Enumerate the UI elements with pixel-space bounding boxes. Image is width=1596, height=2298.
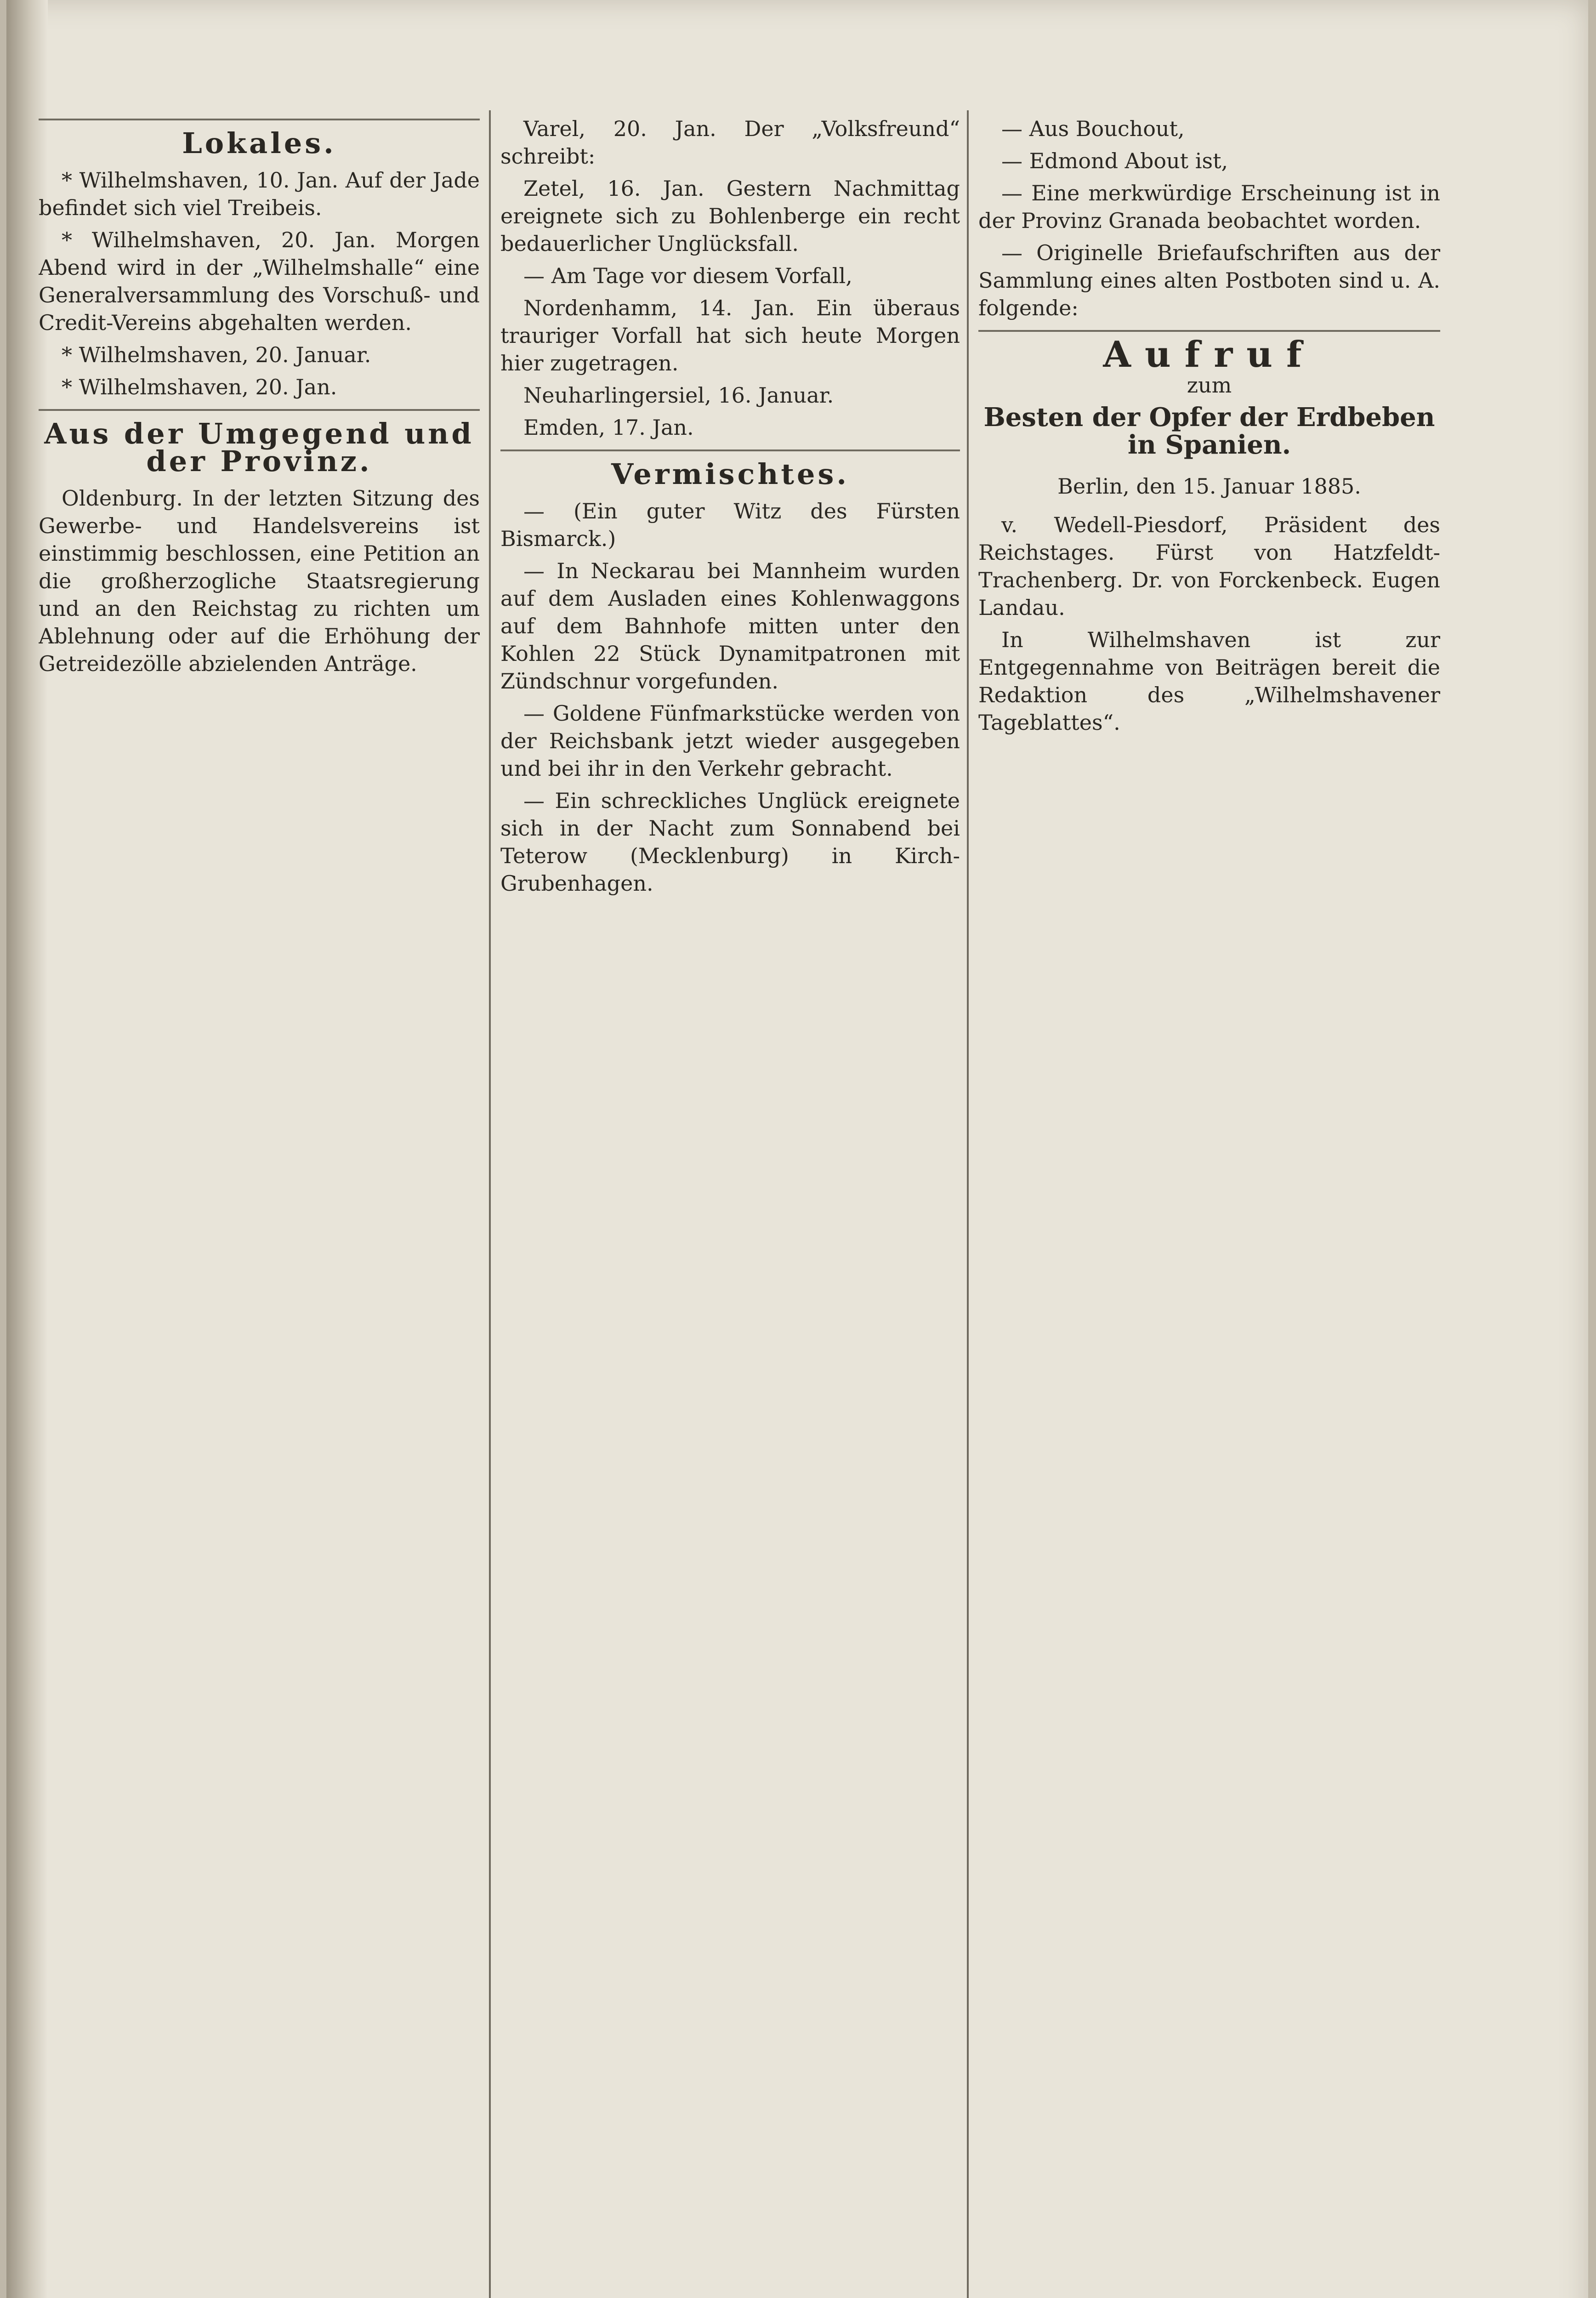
news-item-varel: Varel, 20. Jan. Der „Volksfreund“ schreibt: [500, 116, 960, 169]
lokales-item: * Wilhelmshaven, 20. Jan. Morgen Abend wird in der „Wilhelmshalle“ eine Generalversammlung des Vorschuß- und Credit-Vereins abgehalten werden. [39, 228, 480, 335]
aufruf-title: Besten der Opfer der Erdbeben in Spanien. [983, 402, 1435, 460]
column-2 [500, 110, 960, 2298]
aufruf-heading: Aufruf [1103, 334, 1316, 375]
vermischtes-item: — (Ein guter Witz des Fürsten Bismarck.) [500, 499, 960, 551]
col3-paragraph: — Eine merkwürdige Erscheinung ist in der Provinz Granada beobachtet worden. [978, 181, 1440, 233]
section-divider [39, 119, 480, 120]
section-divider [500, 449, 960, 451]
aufruf-subheading: zum [1187, 373, 1232, 398]
column-rule [967, 110, 969, 2298]
lokales-heading: Lokales. [182, 126, 336, 160]
column-rule [489, 110, 491, 2298]
column-1 [39, 110, 480, 2298]
dateline: Berlin, den 15. Januar 1885. [1057, 474, 1361, 499]
vermischtes-item: — In Neckarau bei Mannheim wurden auf dem Ausladen eines Kohlenwaggons auf dem Bahnhofe mitten unter den Kohlen 22 Stück Dynamitpatronen mit Zündschnur vorgefunden. [500, 558, 960, 694]
closing-note: In Wilhelmshaven ist zur Entgegennahme von Beiträgen bereit die Redaktion des „Wilhelmshavener Tageblattes“. [978, 627, 1440, 735]
lokales-item: * Wilhelmshaven, 20. Jan. [62, 375, 337, 399]
provinz-item: Oldenburg. In der letzten Sitzung des Gewerbe- und Handelsvereins ist einstimmig beschlossen, eine Petition an die großherzogliche Staatsregierung und an den Reichstag zu richten um Ablehnung oder auf die Erhöhung der Getreidezölle abzielenden Anträge. [39, 486, 480, 676]
news-item: — Am Tage vor diesem Vorfall, [523, 263, 852, 288]
column-3 [978, 110, 1440, 2298]
col3-paragraph: — Aus Bouchout, [1001, 116, 1185, 141]
lokales-item: * Wilhelmshaven, 10. Jan. Auf der Jade befindet sich viel Treibeis. [39, 168, 480, 220]
news-item-nordenhamm: Nordenhamm, 14. Jan. Ein überaus trauriger Vorfall hat sich heute Morgen hier zugetragen. [500, 296, 960, 375]
section-divider [39, 409, 480, 411]
news-item-neuharlingersiel: Neuharlingersiel, 16. Januar. [523, 383, 834, 408]
committee-list: v. Wedell-Piesdorf, Präsident des Reichstages. Fürst von Hatzfeldt-Trachenberg. Dr. von Forckenbeck. Eugen Landau. [978, 512, 1440, 620]
section-divider [978, 330, 1440, 332]
vermischtes-item: — Ein schreckliches Unglück ereignete sich in der Nacht zum Sonnabend bei Teterow (Mecklenburg) in Kirch-Grubenhagen. [500, 788, 960, 896]
col3-paragraph: — Edmond About ist, [1001, 148, 1228, 173]
lokales-item: * Wilhelmshaven, 20. Januar. [62, 342, 371, 367]
news-item-zetel: Zetel, 16. Jan. Gestern Nachmittag ereignete sich zu Bohlenberge ein recht bedauerlicher Unglücksfall. [500, 176, 960, 256]
vermischtes-heading: Vermischtes. [611, 457, 849, 491]
col3-paragraph: — Originelle Briefaufschriften aus der Sammlung eines alten Postboten sind u. A. folgende: [978, 240, 1440, 320]
newspaper-page [6, 0, 1588, 2298]
provinz-heading: Aus der Umgegend und der Provinz. [44, 417, 474, 478]
news-item-emden: Emden, 17. Jan. [523, 415, 694, 440]
vermischtes-item: — Goldene Fünfmarkstücke werden von der Reichsbank jetzt wieder ausgegeben und bei ihr in den Verkehr gebracht. [500, 701, 960, 781]
